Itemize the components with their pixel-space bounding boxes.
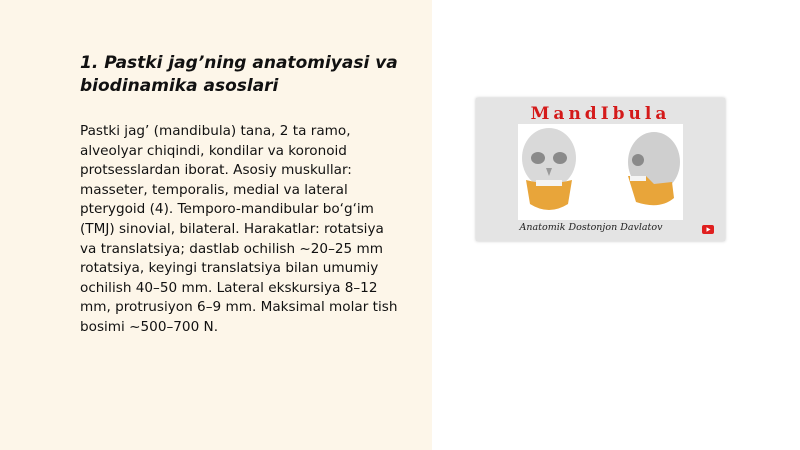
youtube-icon xyxy=(702,225,714,234)
front-skull-image xyxy=(522,128,576,210)
mandibula-figure xyxy=(476,98,725,241)
slide-body-text: Pastki jag’ (mandibula) tana, 2 ta ramo, alveolyar chiqindi, kondilar va koronoid protsesslardan iborat. Asosiy muskullar: masseter, temporalis, medial va lateral pterygoid (4). Temporo-mandibular bo‘g‘im (TMJ) sinovial, bilateral. Harakatlar: rotatsiya va translatsiya; dastlab ochilish ~20–25 mm rotatsiya, keyingi translatsiya bilan umumiy ochilish 40–50 mm. Lateral ekskursiya 8–12 mm, protrusiyon 6–9 mm. Maksimal molar tish bosimi ~500–700 N. xyxy=(80,123,398,335)
skull-illustration xyxy=(476,124,725,220)
figure-title: MandIbula xyxy=(530,104,671,124)
figure-caption: Anatomik Dostonjon Davlatov xyxy=(519,222,663,233)
slide-title: 1. Pastki jag’ning anatomiyasi va biodinamika asoslari xyxy=(80,53,398,96)
side-skull-image xyxy=(628,132,680,205)
